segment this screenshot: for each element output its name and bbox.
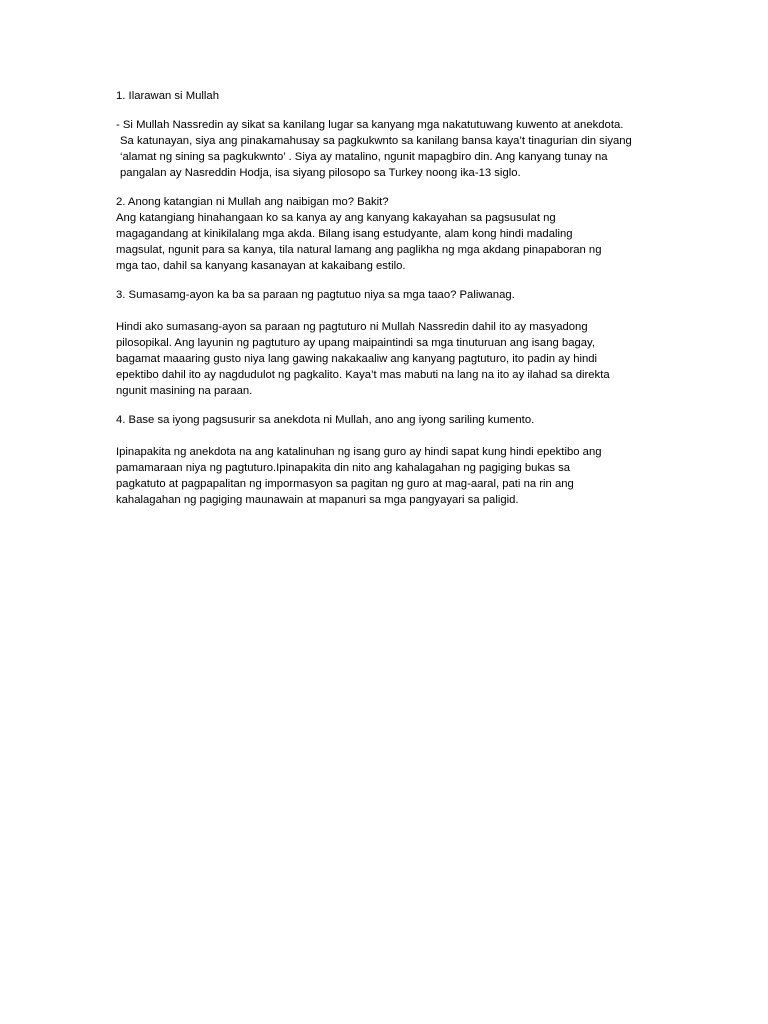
answer-3-line-4: epektibo dahil ito ay nagdudulot ng pagkalito. Kaya’t mas mabuti na lang na ito ay ilahad sa direkta [116,369,610,381]
answer-2-line-2: magagandang at kinikilalang mga akda. Bilang isang estudyante, alam kong hindi madaling [116,228,573,240]
answer-1-line-2: Sa katunayan, siya ang pinakamahusay sa pagkukwnto sa kanilang bansa kaya’t tinagurian din siyang [120,135,632,147]
answer-1-line-3: ‘alamat ng sining sa pagkukwnto’ . Siya ay matalino, ngunit mapagbiro din. Ang kanyang tunay na [120,151,608,163]
document-body [116,88,656,508]
answer-1-line-1: - Si Mullah Nassredin ay sikat sa kanilang lugar sa kanyang mga nakatutuwang kuwento at anekdota. [116,119,624,131]
answer-3-line-3: bagamat maaaring gusto niya lang gawing nakakaaliw ang kanyang pagtuturo, ito padin ay hindi [116,353,598,365]
question-4: 4. Base sa iyong pagsusurir sa anekdota ni Mullah, ano ang iyong sariling kumento. [116,414,535,426]
question-3: 3. Sumasamg-ayon ka ba sa paraan ng pagtutuo niya sa mga taao? Paliwanag. [116,289,515,301]
answer-4-line-3: pagkatuto at pagpapalitan ng impormasyon sa pagitan ng guro at mag-aaral, pati na rin ang [116,478,574,490]
question-1: 1. Ilarawan si Mullah [116,90,219,102]
answer-2-line-3: magsulat, ngunit para sa kanya, tila natural lamang ang paglikha ng mga akdang pinapaboran ng [116,244,602,256]
answer-3-line-5: ngunit masining na paraan. [116,385,253,397]
answer-4-line-2: pamamaraan niya ng pagtuturo.Ipinapakita din nito ang kahalagahan ng pagiging bukas sa [116,462,571,474]
answer-4-line-4: kahalagahan ng pagiging maunawain at mapanuri sa mga pangyayari sa paligid. [116,494,519,506]
answer-4-line-1: Ipinapakita ng anekdota na ang katalinuhan ng isang guro ay hindi sapat kung hindi epektibo ang [116,446,602,458]
answer-3-line-1: Hindi ako sumasang-ayon sa paraan ng pagtuturo ni Mullah Nassredin dahil ito ay masyadong [116,321,588,333]
question-2: 2. Anong katangian ni Mullah ang naibigan mo? Bakit? [116,196,389,208]
answer-2-line-1: Ang katangiang hinahangaan ko sa kanya ay ang kanyang kakayahan sa pagsusulat ng [116,212,556,224]
answer-3-line-2: pilosopikal. Ang layunin ng pagtuturo ay upang maipaintindi sa mga tinuturuan ang isang bagay, [116,337,595,349]
answer-1-line-4: pangalan ay Nasreddin Hodja, isa siyang pilosopo sa Turkey noong ika-13 siglo. [120,167,521,179]
answer-2-line-4: mga tao, dahil sa kanyang kasanayan at kakaibang estilo. [116,260,406,272]
